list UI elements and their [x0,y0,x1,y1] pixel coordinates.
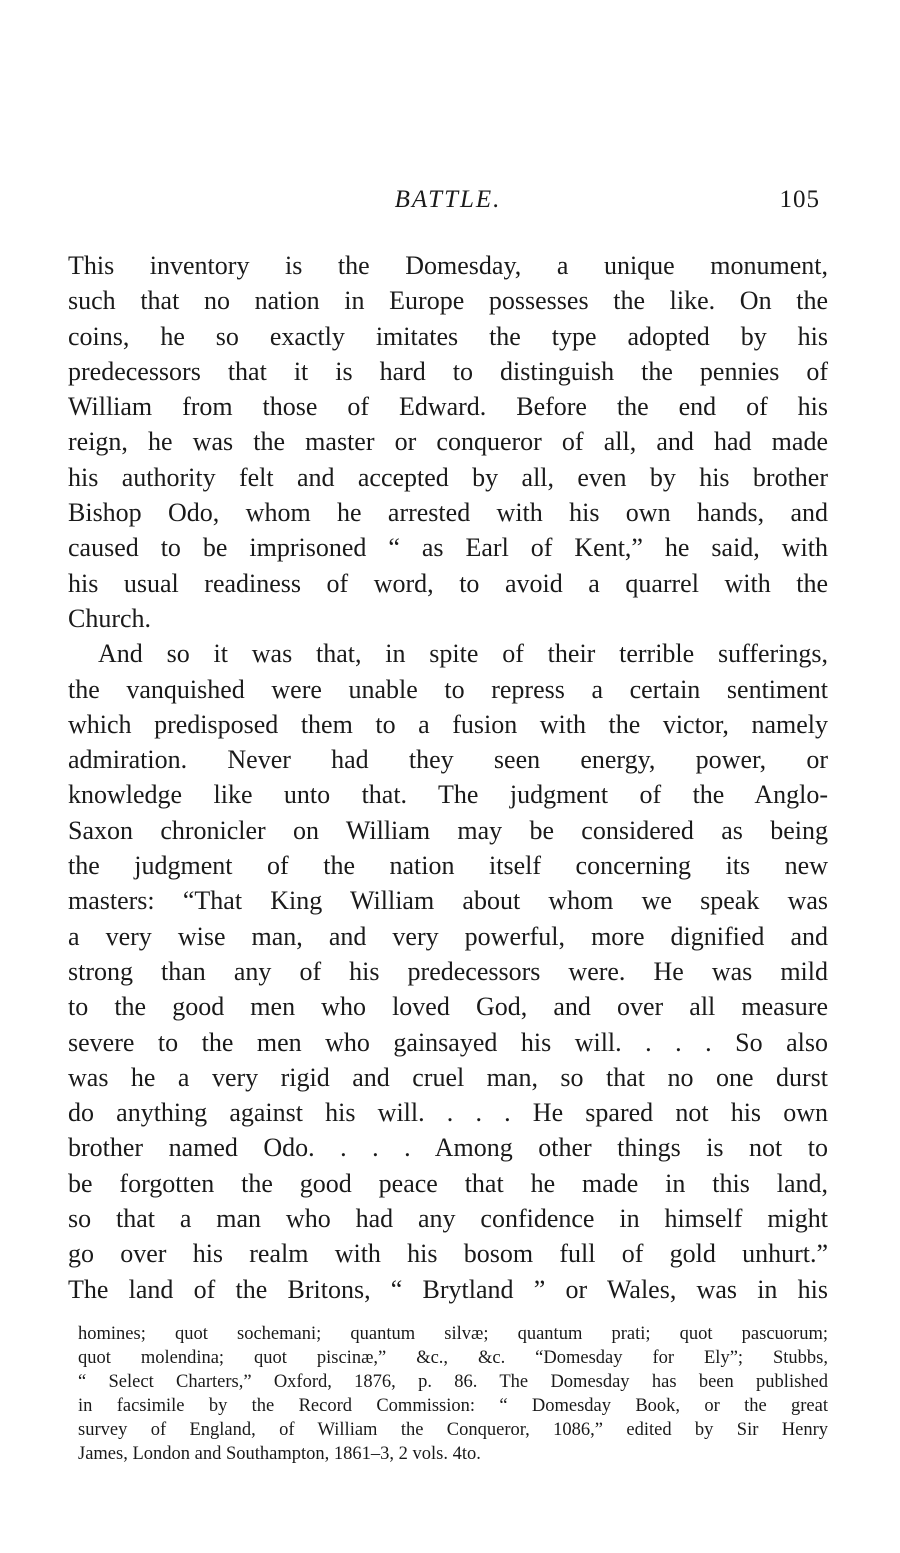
text-line: masters: “That King William about whom we speak was [68,886,828,916]
text-line: brother named Odo. . . . Among other things is not to [68,1133,828,1163]
text-line: coins, he so exactly imitates the type adopted by his [68,321,828,351]
text-line: caused to be imprisoned “ as Earl of Kent,” he said, with [68,533,828,563]
text-line: The land of the Britons, “ Brytland ” or Wales, was in his [68,1274,828,1304]
footnote-line: James, London and Southampton, 1861–3, 2 vols. 4to. [78,1444,481,1464]
text-line: the vanquished were unable to repress a certain sentiment [68,674,828,704]
text-line: was he a very rigid and cruel man, so that no one durst [68,1062,828,1092]
text-line: do anything against his will. . . . He spared not his own [68,1098,828,1128]
text-line: knowledge like unto that. The judgment of the Anglo- [68,780,828,810]
text-line: so that a man who had any confidence in himself might [68,1204,828,1234]
text-line: be forgotten the good peace that he made in this land, [68,1168,828,1198]
footnote-line: quot molendina; quot piscinæ,” &c., &c. “Domesday for Ely”; Stubbs, [78,1348,828,1368]
text-line: which predisposed them to a fusion with the victor, namely [68,709,828,739]
paragraph-start-line: And so it was that, in spite of their terrible sufferings, [98,639,828,669]
text-line: admiration. Never had they seen energy, power, or [68,745,828,775]
footnote-line: “ Select Charters,” Oxford, 1876, p. 86. The Domesday has been published [78,1372,828,1392]
paragraph-end-line: Church. [68,603,152,633]
text-line: severe to the men who gainsayed his will. . . . So also [68,1027,828,1057]
footnote-line: homines; quot sochemani; quantum silvæ; quantum prati; quot pascuorum; [78,1324,828,1344]
footnote [78,1322,828,1466]
text-line: Bishop Odo, whom he arrested with his own hands, and [68,498,828,528]
text-line: his authority felt and accepted by all, even by his brother [68,462,828,492]
text-line: William from those of Edward. Before the end of his [68,392,828,422]
footnote-line: survey of England, of William the Conqueror, 1086,” edited by Sir Henry [78,1420,828,1440]
text-line: reign, he was the master or conqueror of all, and had made [68,427,828,457]
text-line: his usual readiness of word, to avoid a quarrel with the [68,568,828,598]
body-text [68,248,828,1307]
text-line: to the good men who loved God, and over all measure [68,992,828,1022]
running-head [68,186,828,222]
text-line: go over his realm with his bosom full of gold unhurt.” [68,1239,828,1269]
text-line: This inventory is the Domesday, a unique monument, [68,251,828,280]
page-number: 105 [779,186,820,213]
text-line: a very wise man, and very powerful, more dignified and [68,921,828,951]
text-line: strong than any of his predecessors were. He was mild [68,956,828,986]
text-line: such that no nation in Europe possesses the like. On the [68,286,828,316]
text-line: predecessors that it is hard to distinguish the pennies of [68,356,828,386]
text-line: Saxon chronicler on William may be considered as being [68,815,828,845]
text-line: the judgment of the nation itself concerning its new [68,851,828,881]
running-title: BATTLE. [394,186,502,213]
footnote-line: in facsimile by the Record Commission: “ Domesday Book, or the great [78,1396,828,1416]
